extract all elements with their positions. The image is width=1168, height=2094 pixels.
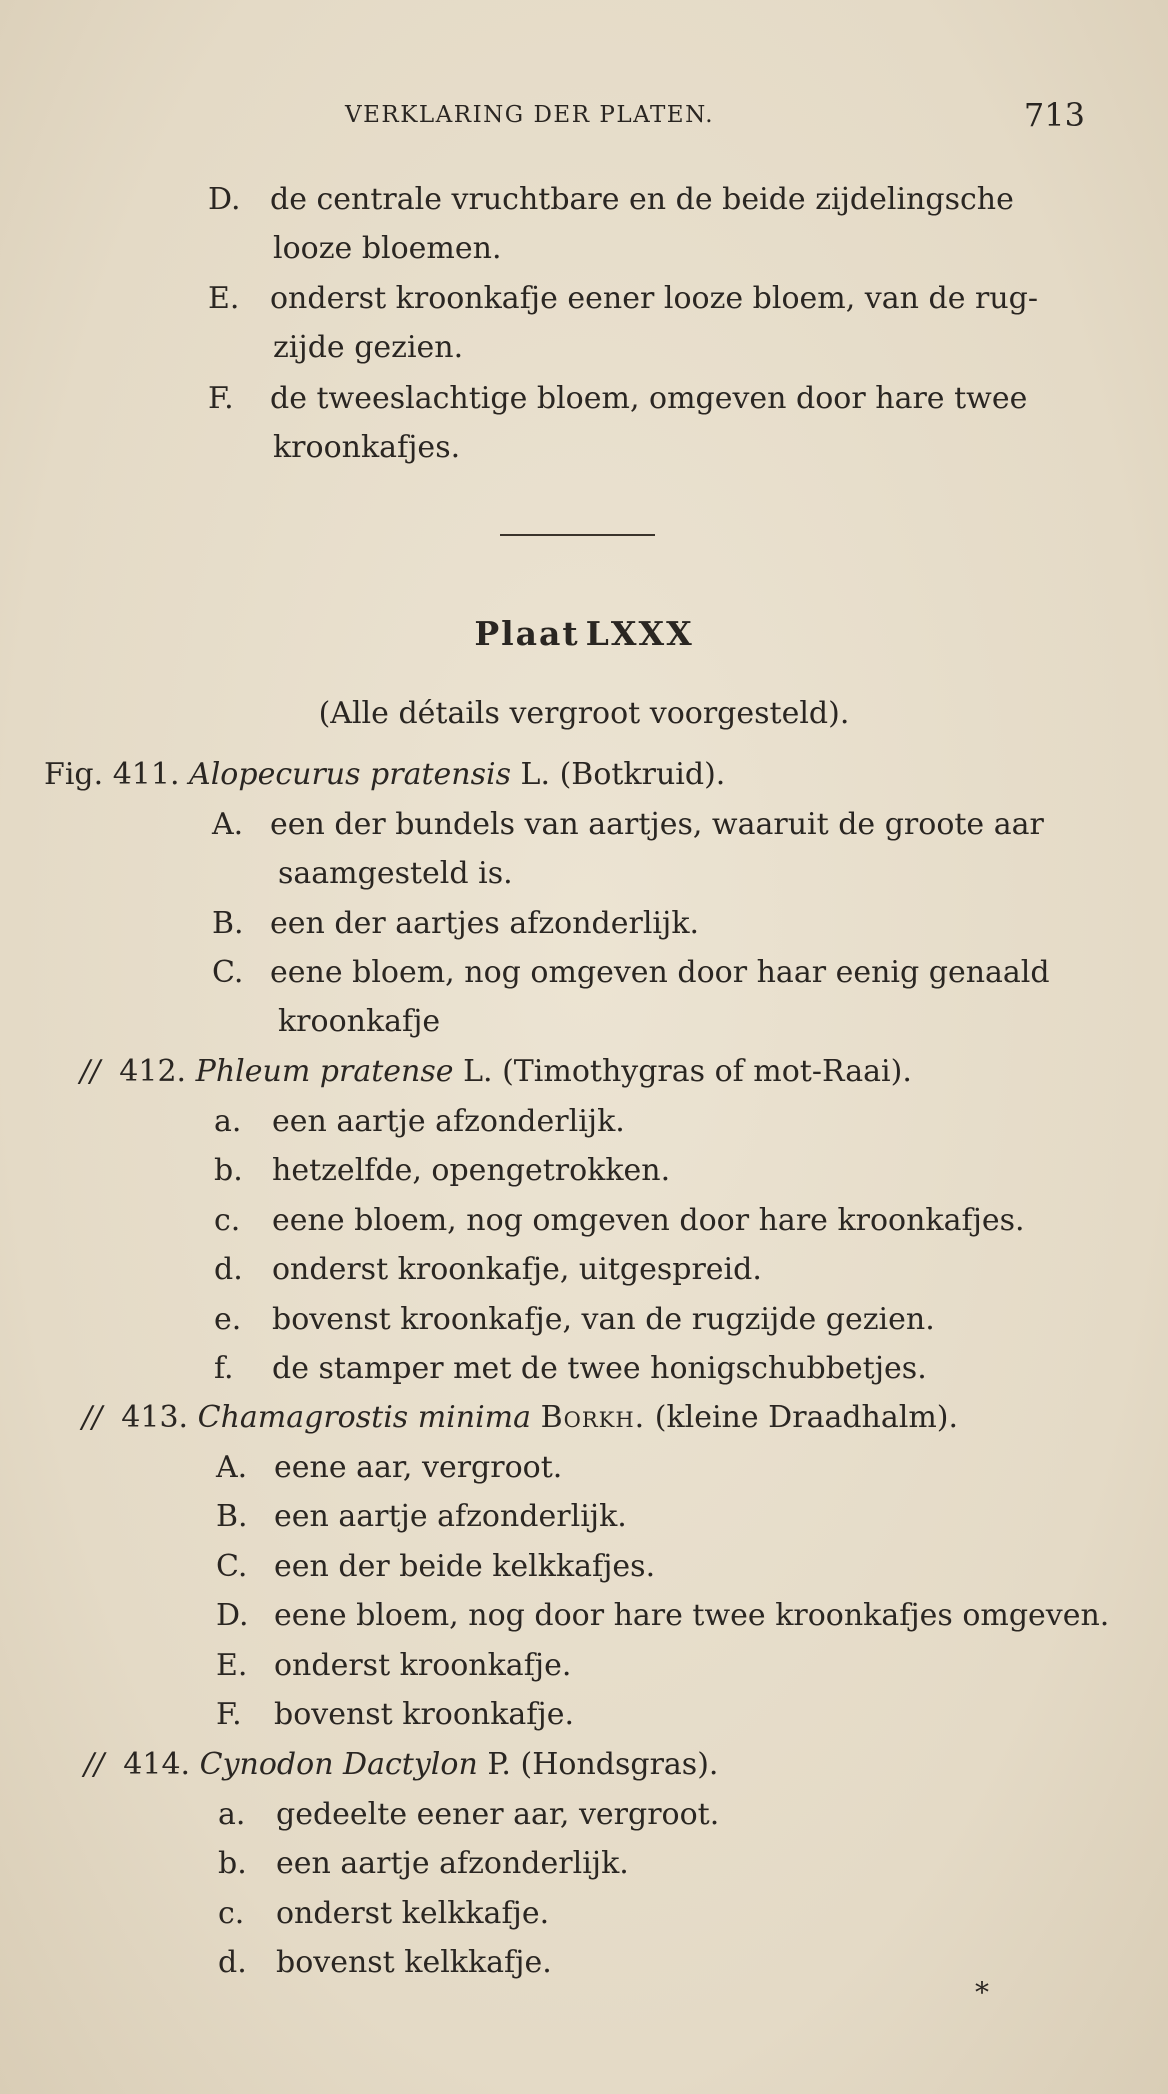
list-item: b. een aartje afzonderlijk. xyxy=(218,1846,629,1881)
item-label: F. de tweeslachtige bloem, omgeven door hare twee xyxy=(208,381,1028,416)
plate-subtitle: (Alle détails vergroot voorgesteld). xyxy=(318,696,850,731)
item-label: D. de centrale vruchtbare en de beide zijdelingsche xyxy=(208,182,1014,217)
list-item: C. een der beide kelkkafjes. xyxy=(216,1549,656,1584)
list-item-text: saamgesteld is. xyxy=(278,856,513,891)
page-number: 713 xyxy=(1023,96,1085,134)
list-item: B. een aartje afzonderlijk. xyxy=(216,1499,627,1534)
list-item: a. een aartje afzonderlijk. xyxy=(214,1104,625,1139)
list-item: d. bovenst kelkkafje. xyxy=(218,1945,552,1980)
plate-heading: Plaat LXXX xyxy=(474,614,694,653)
list-item: b. hetzelfde, opengetrokken. xyxy=(214,1153,671,1188)
list-item: e. bovenst kroonkafje, van de rugzijde gezien. xyxy=(214,1302,935,1337)
list-item: a. gedeelte eener aar, vergroot. xyxy=(218,1797,720,1832)
list-item: c. eene bloem, nog omgeven door hare kroonkafjes. xyxy=(214,1203,1025,1238)
figure-heading: Fig. 411. Alopecurus pratensis L. (Botkruid). xyxy=(44,757,726,792)
list-item-text: kroonkafje xyxy=(278,1004,441,1039)
list-item: d. onderst kroonkafje, uitgespreid. xyxy=(214,1252,762,1287)
list-item: f. de stamper met de twee honigschubbetjes. xyxy=(214,1351,927,1386)
list-item: C. eene bloem, nog omgeven door haar eenig genaald xyxy=(212,955,1050,990)
list-item: D. eene bloem, nog door hare twee kroonkafjes omgeven. xyxy=(216,1598,1110,1633)
item-text: kroonkafjes. xyxy=(273,430,461,465)
figure-heading: // 414. Cynodon Dactylon P. (Hondsgras). xyxy=(84,1747,719,1782)
list-item: B. een der aartjes afzonderlijk. xyxy=(212,906,700,941)
section-divider xyxy=(500,534,655,536)
list-item: A. eene aar, vergroot. xyxy=(216,1450,563,1485)
item-label: E. onderst kroonkafje eener looze bloem, van de rug- xyxy=(208,281,1038,316)
item-text: zijde gezien. xyxy=(273,330,464,365)
figure-heading: // 413. Chamagrostis minima Borkh. (kleine Draadhalm). xyxy=(82,1400,959,1435)
signature-mark: * xyxy=(975,1976,989,2009)
item-text: looze bloemen. xyxy=(273,231,502,266)
list-item: A. een der bundels van aartjes, waaruit de groote aar xyxy=(212,807,1044,842)
figure-heading: // 412. Phleum pratense L. (Timothygras of mot-Raai). xyxy=(80,1054,912,1089)
running-header-title: VERKLARING DER PLATEN. xyxy=(345,102,715,128)
list-item: c. onderst kelkkafje. xyxy=(218,1896,550,1931)
list-item: E. onderst kroonkafje. xyxy=(216,1648,572,1683)
list-item: F. bovenst kroonkafje. xyxy=(216,1697,574,1732)
